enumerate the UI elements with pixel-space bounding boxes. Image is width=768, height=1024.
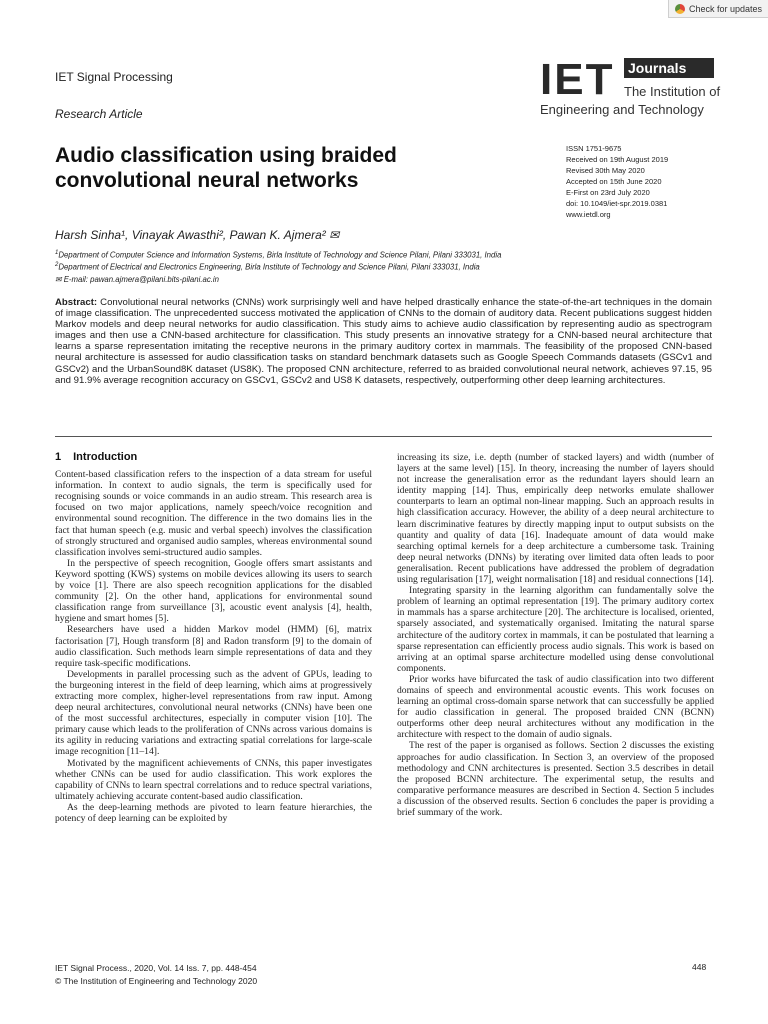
abstract-label: Abstract: <box>55 297 98 308</box>
section-title: Introduction <box>73 451 138 463</box>
article-title: Audio classification using braided convolutional neural networks <box>55 144 397 192</box>
paragraph: Integrating sparsity in the learning algorithm can fundamentally solve the problem of learning an optimal representation [19]. The primary auditory cortex in mammals has a sparse architecture [20]. The architecture is localised, oriented, sparsely associated, and systematically organised. Imitating the natural sparse architecture of the auditory cortex in mammals, it can be postulated that learning a sparse representation can efficiently process audio signals. This work is based on arriving at an optimal sparse architecture modelled using dense convolutional components. <box>397 585 714 674</box>
check-for-updates-label: Check for updates <box>689 3 763 14</box>
paragraph: In the perspective of speech recognition, Google offers smart assistants and Keyword spotting (KWS) systems on mobile devices allowing its users to search by voice [1]. There are also speech recognition applications for the disabled community [2]. On the other hand, applications for environmental sound classification range from surveillance [3], acoustic event analysis [4], health, hygiene and smart homes [5]. <box>55 557 372 625</box>
paragraph: increasing its size, i.e. depth (number of stacked layers) and width (number of layers at the same level) [15]. In theory, increasing the number of layers should not increase the generalisation error as the redundant layers should learn an identity mapping [14]. Thus, empirically deep networks emulate shallower counterparts to learn an optimal non-linear mapping. Such an approach results in high classification accuracy. However, the ability of a deep neural architecture to learn discriminative features by directly mapping input to output subsists on the quantity and quality of data [16]. Inadequate amount of data would make searching optimal kernels for a deep architecture a cumbersome task. Training deep neural networks (DNNs) by iterating over limited data often leads to poor generalisation. Recent publications have addressed the problem of degradation using regularisation [17], weight normalisation [18] and residual connections [14]. <box>397 452 714 586</box>
footer-citation: IET Signal Process., 2020, Vol. 14 Iss. 7, pp. 448-454 <box>55 963 257 973</box>
page-number: 448 <box>692 962 707 972</box>
ietdl-link[interactable]: www.ietdl.org <box>566 210 611 219</box>
institution-line-1: The Institution of <box>624 84 721 99</box>
received-date: Received on 19th August 2019 <box>566 155 669 164</box>
right-column <box>397 452 714 818</box>
paragraph: Content-based classification refers to the inspection of a data stream for useful information. In context to audio signals, the term is specifically used for recognising sounds or voice commands in an audio stream. This research area is focused on two major applications, namely speech/voice recognition and environmental sound recognition. The difference in the two domains lies in the fact that human speech (e.g. music and verbal speech) involves the classification of strongly structured and organised audio samples, whereas environmental sound classification involves semi-structured audio samples. <box>55 469 372 558</box>
article-metadata <box>566 143 736 220</box>
paragraph: Prior works have bifurcated the task of audio classification into two different domains of speech and environmental acoustic events. This work focuses on learning an optimal cross-domain sparse network that can successfully be applied for audio classification in general. The proposed braided CNN (BCNN) outperforms other deep neural architectures without any modification in the architecture with respect to the domain of audio signals. <box>397 673 714 741</box>
paragraph: Developments in parallel processing such as the advent of GPUs, leading to the burgeoning interest in the field of deep learning, which aims at progressively extracting more complex, higher-level representations from raw input. Among deep neural architectures, convolutional neural networks (CNNs) have been one of the most successful architectures, especially in computer vision [10]. The primary cause which leads to the proliferation of CNNs across various domains is its agility in reducing variations and extracting spatial correlations for large-scale image recognition [11–14]. <box>55 668 372 758</box>
paragraph: As the deep-learning methods are pivoted to learn feature hierarchies, the potency of deep learning can be exploited by <box>55 801 372 824</box>
iet-logo-letters: IET <box>540 55 615 104</box>
corresponding-email[interactable]: ✉ E-mail: pawan.ajmera@pilani.bits-pilani.ac.in <box>55 275 219 284</box>
article-type: Research Article <box>55 107 143 121</box>
efirst-date: E-First on 23rd July 2020 <box>566 188 650 197</box>
paragraph: Researchers have used a hidden Markov model (HMM) [6], matrix factorisation [7], Hough transform [8] and Radon transform [9] to the domain of audio classification. Such methods learn simple representations of data and they require task-specific modifications. <box>55 624 372 669</box>
journal-name: IET Signal Processing <box>55 70 173 84</box>
abstract <box>55 297 712 386</box>
affiliation-2-text: Department of Electrical and Electronics Engineering, Birla Institute of Technology and Science Pilani, Pilani 333031, India <box>58 262 480 272</box>
revised-date: Revised 30th May 2020 <box>566 166 645 175</box>
affiliation-2-number: 2 <box>55 262 59 268</box>
affiliation-2 <box>55 262 480 272</box>
section-heading-introduction <box>55 452 372 463</box>
affiliation-1-number: 1 <box>55 250 59 256</box>
affiliation-1 <box>55 250 501 260</box>
crossmark-icon <box>675 4 685 14</box>
abstract-text: Convolutional neural networks (CNNs) work surprisingly well and have helped drastically enhance the state-of-the-art techniques in the domain of image classification. The unprecedented success motivated the application of CNNs to the domain of auditory data. Recent publications suggest hidden Markov models and deep neural networks for audio classification. This study aims to achieve audio classification by representing audio as spectrogram images and then use a CNN-based architecture for classification. This study presents an innovative strategy for a CNN-based neural architecture that learns a sparse representation imitating the receptive neurons in the primary auditory cortex in mammals. The feasibility of the proposed CNN-based neural architecture is assessed for audio classification tasks on standard benchmark datasets such as Google Speech Commands datasets (GSCv1 and GSCv2) and the UrbanSound8K dataset (US8K). The proposed CNN architecture, referred to as braided convolutional neural network, achieves 97.15, 95 and 91.9% average recognition accuracy on GSCv1, GSCv2 and US8 K datasets, respectively, outperforming other deep learning architectures. <box>55 297 712 386</box>
left-column <box>55 452 372 824</box>
journals-badge: Journals <box>624 58 714 78</box>
accepted-date: Accepted on 15th June 2020 <box>566 177 662 186</box>
check-for-updates-button[interactable] <box>668 0 768 18</box>
paragraph: Motivated by the magnificent achievements of CNNs, this paper investigates whether CNNs can be used for audio classification. This work explores the capability of CNNs to learn spectral correlations and to reduce spectral variations, ultimately achieving accurate content-based audio classification. <box>55 757 372 802</box>
iet-journals-logo <box>540 56 720 120</box>
institution-line-2: Engineering and Technology <box>540 102 704 117</box>
divider <box>55 436 712 437</box>
author-list: Harsh Sinha¹, Vinayak Awasthi², Pawan K. Ajmera² ✉ <box>55 228 340 242</box>
footer-citation-block <box>55 962 257 988</box>
doi-link[interactable]: doi: 10.1049/iet-spr.2019.0381 <box>566 199 668 208</box>
footer-copyright: © The Institution of Engineering and Technology 2020 <box>55 976 258 986</box>
affiliation-1-text: Department of Computer Science and Information Systems, Birla Institute of Technology and Science Pilani, Pilani 333031, India <box>58 250 502 260</box>
paragraph: The rest of the paper is organised as follows. Section 2 discusses the existing approaches for audio classification. In Section 3, an overview of the proposed methodology and CNN architectures is presented. Section 3.5 describes in detail the proposed BCNN architecture. The experimental setup, the results and comparative performance measures are described in Section 4. Section 5 includes a discussion of the observed results. Section 6 concludes the paper is providing a brief summary of the work. <box>397 740 714 818</box>
issn: ISSN 1751-9675 <box>566 144 622 153</box>
section-number: 1 <box>55 451 62 463</box>
